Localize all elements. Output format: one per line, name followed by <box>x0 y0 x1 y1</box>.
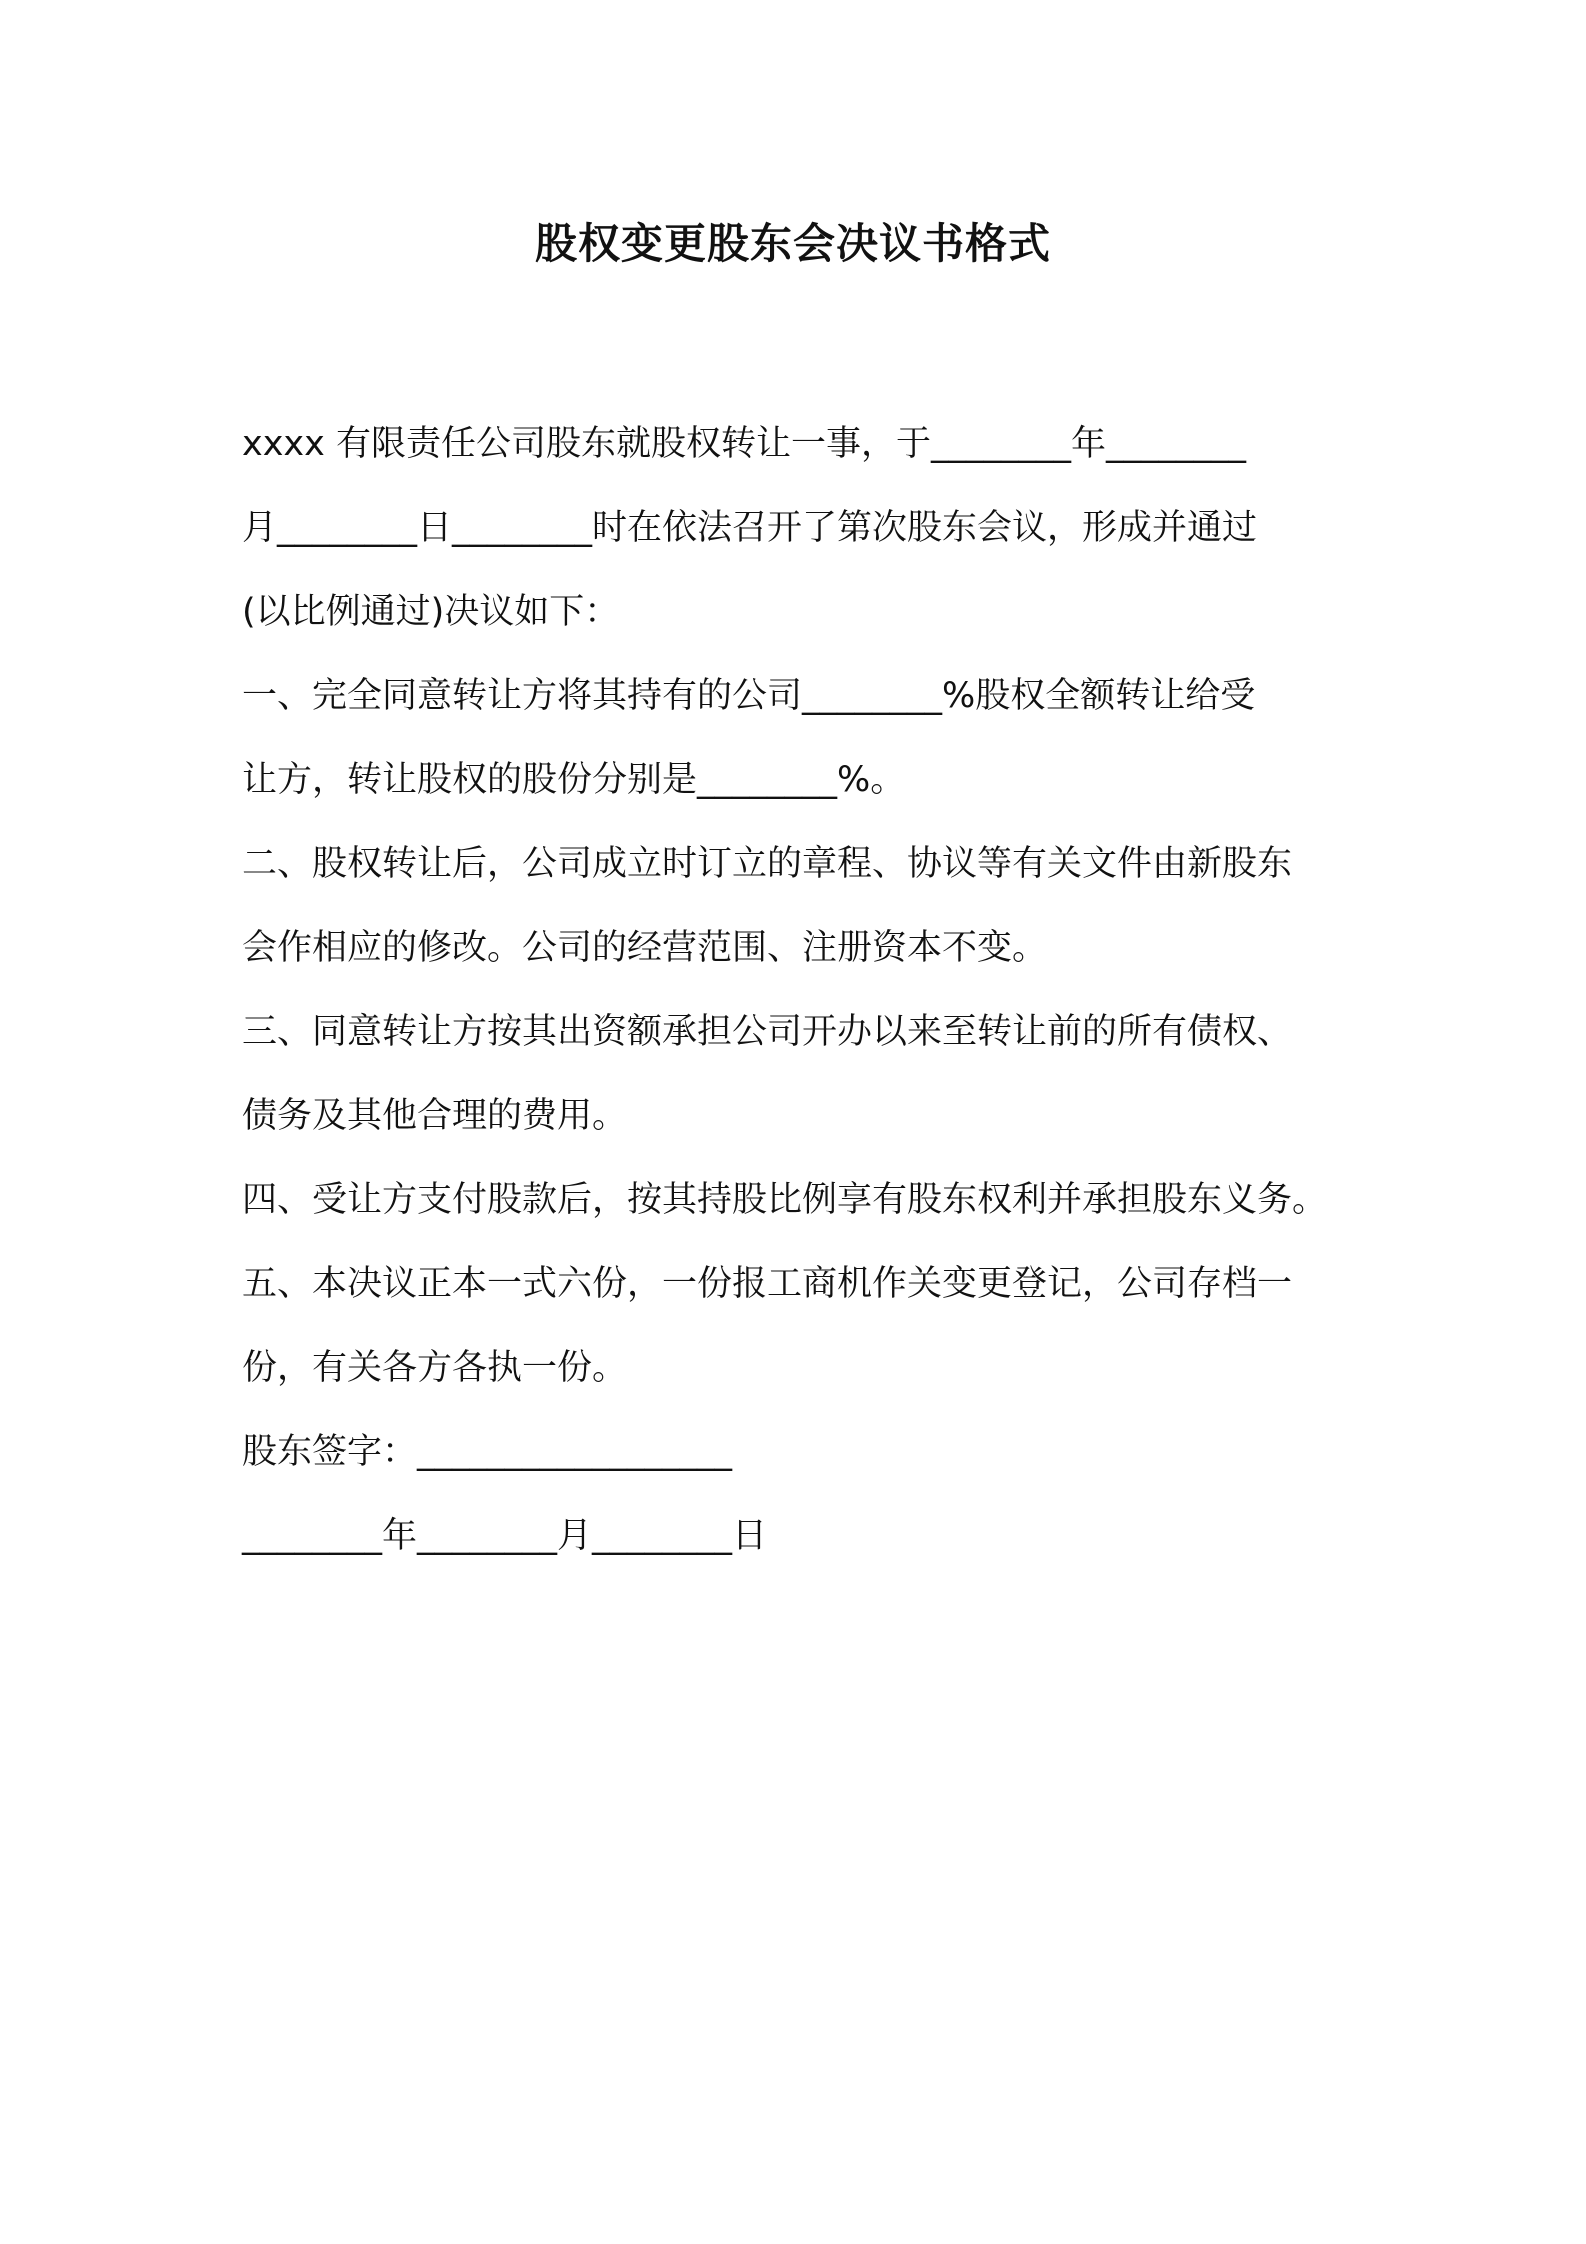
clause-3-line-1: 三、同意转让方按其出资额承担公司开办以来至转让前的所有债权、 <box>242 1012 1293 1052</box>
signature-date-line: ________年________月________日 <box>242 1516 768 1556</box>
clause-1-line-2: 让方，转让股权的股份分别是________%。 <box>242 760 906 800</box>
clause-3-line-2: 债务及其他合理的费用。 <box>242 1096 628 1136</box>
shareholder-signature-line: 股东签字：__________________ <box>242 1432 733 1472</box>
clause-5-line-1: 五、本决议正本一式六份，一份报工商机作关变更登记，公司存档一 <box>242 1264 1293 1304</box>
document-body <box>242 402 1356 1578</box>
clause-4-line-1: 四、受让方支付股款后，按其持股比例享有股东权利并承担股东义务。 <box>242 1180 1328 1220</box>
body-line-3: (以比例通过)决议如下： <box>242 592 620 632</box>
clause-5-line-2: 份，有关各方各执一份。 <box>242 1348 628 1388</box>
body-line-2: 月________日________时在依法召开了第次股东会议，形成并通过 <box>242 508 1258 548</box>
document-title: 股权变更股东会决议书格式 <box>534 219 1051 268</box>
body-line-1: xxxx 有限责任公司股东就股权转让一事，于________年________ <box>242 424 1246 464</box>
clause-1-line-1: 一、完全同意转让方将其持有的公司________%股权全额转让给受 <box>242 676 1256 716</box>
clause-2-line-1: 二、股权转让后，公司成立时订立的章程、协议等有关文件由新股东 <box>242 844 1293 884</box>
clause-2-line-2: 会作相应的修改。公司的经营范围、注册资本不变。 <box>242 928 1048 968</box>
